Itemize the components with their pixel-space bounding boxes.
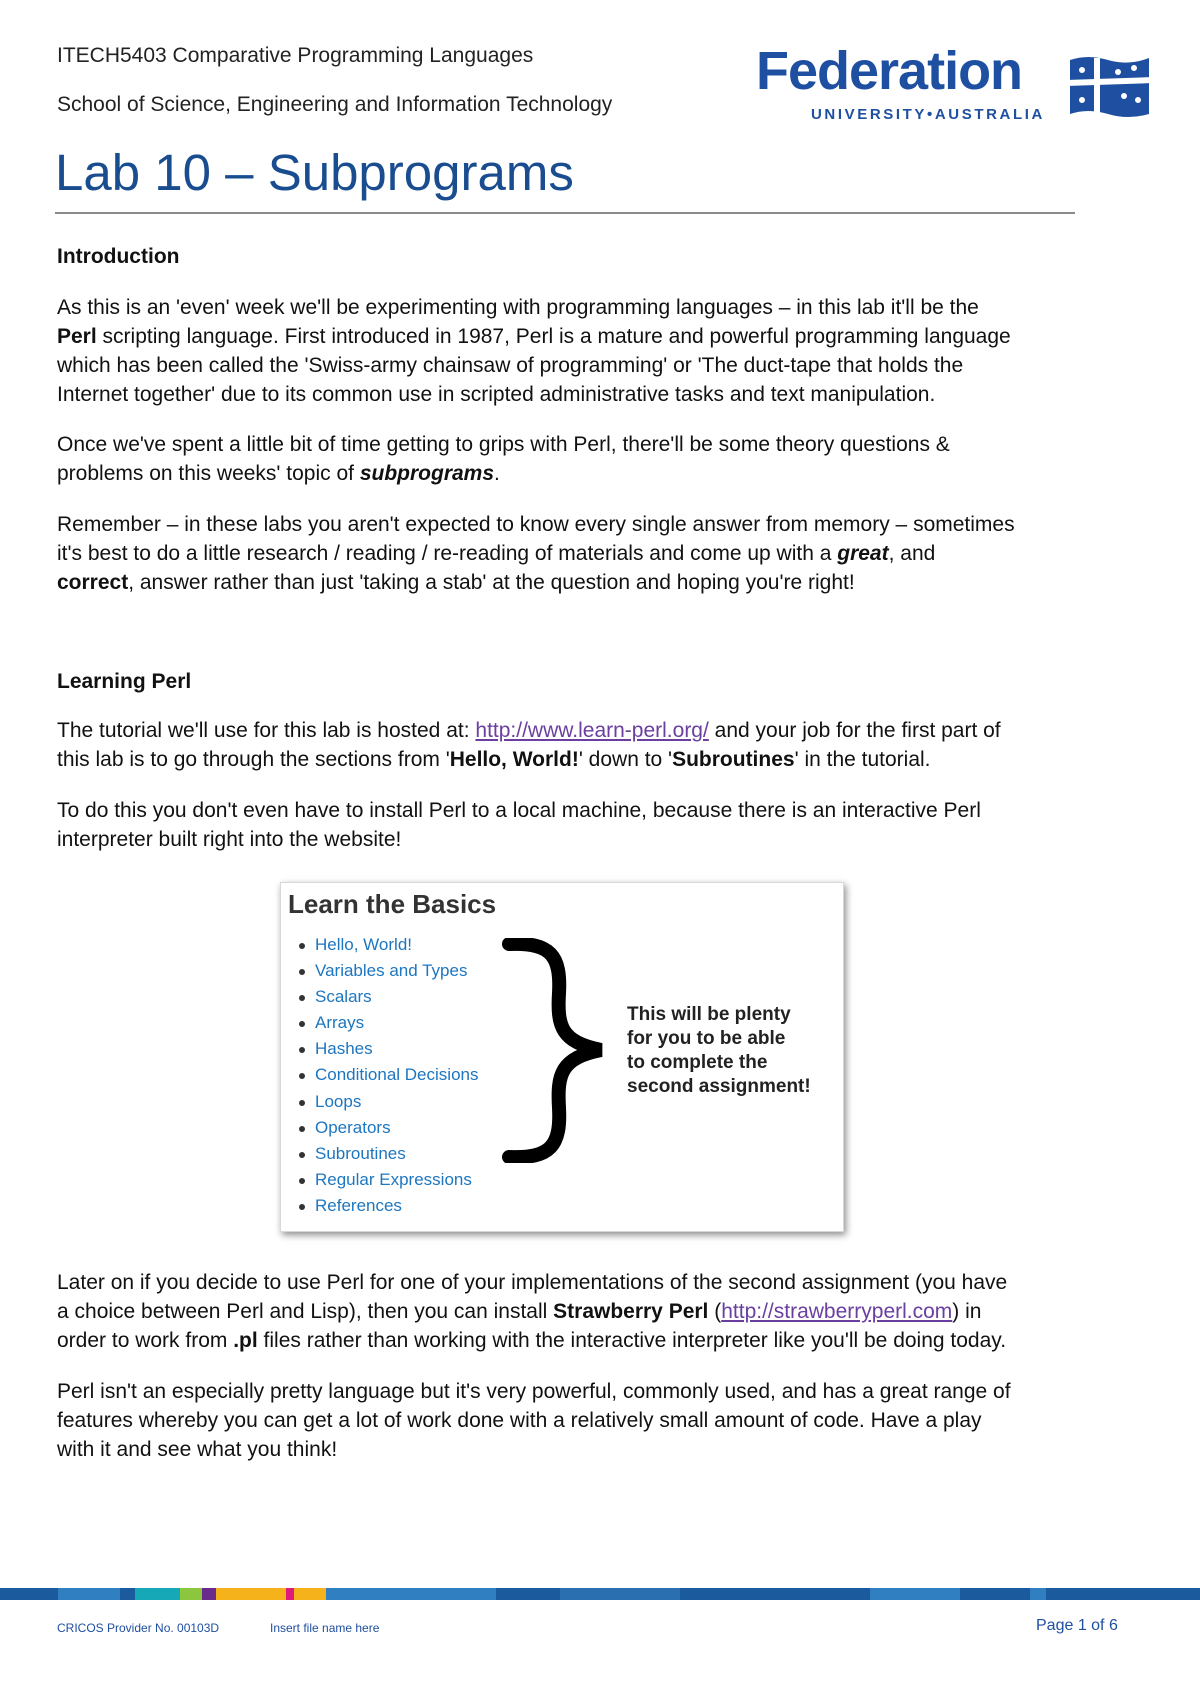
intro-paragraph-3 (57, 510, 1087, 597)
text-line: Once we've spent a little bit of time getting to grips with Perl, there'll be some theory questions & (57, 433, 950, 456)
text-line: Later on if you decide to use Perl for one of your implementations of the second assignment (you have (57, 1271, 1008, 1294)
topic-link[interactable]: Hashes (299, 1039, 478, 1065)
text-span: , answer rather than just 'taking a stab' at the question and hoping you're right! (128, 571, 855, 594)
bar-segment (294, 1588, 326, 1600)
text-span: it's best to do a little research / reading / re-reading of materials and come up with a (57, 542, 838, 565)
footer-color-bar (0, 1588, 1200, 1600)
note-line: to complete the (627, 1052, 768, 1073)
text-span: order to work from (57, 1329, 234, 1352)
later-paragraph-1 (57, 1268, 1087, 1355)
text-line: Internet together' due to its common use in scripted administrative tasks and text manipulation. (57, 383, 936, 406)
bar-segment (58, 1588, 120, 1600)
bold-text: Strawberry Perl (553, 1300, 709, 1323)
later-paragraph-2 (57, 1377, 1087, 1464)
text-span: ' in the tutorial. (794, 748, 931, 771)
note-line: second assignment! (627, 1076, 811, 1097)
introduction-heading: Introduction (57, 245, 180, 268)
federation-university-logo (756, 41, 1151, 126)
topic-link[interactable]: Hello, World! (299, 935, 478, 961)
bar-segment (870, 1588, 960, 1600)
logo-subtitle: UNIVERSITY•AUSTRALIA (811, 106, 1045, 123)
text-line: which has been called the 'Swiss-army chainsaw of programming' or 'The duct-tape that holds the (57, 354, 964, 377)
basics-topic-list (299, 935, 478, 1222)
topic-link[interactable]: Regular Expressions (299, 1170, 478, 1196)
text-line (57, 539, 1087, 568)
curly-brace-icon (501, 938, 611, 1163)
text-span: and your job for the first part of (708, 719, 1001, 742)
topic-link[interactable]: Loops (299, 1092, 478, 1118)
text-line: with it and see what you think! (57, 1438, 338, 1461)
text-span: ( (708, 1300, 722, 1323)
cricos-provider: CRICOS Provider No. 00103D (57, 1621, 220, 1635)
topic-link[interactable]: Arrays (299, 1013, 478, 1039)
note-line: for you to be able (627, 1028, 786, 1049)
page-number: Page 1 of 6 (1036, 1617, 1118, 1634)
text-line (57, 1326, 1087, 1355)
text-span: ) in (952, 1300, 982, 1323)
text-span: scripting language. First introduced in 1987, Perl is a mature and powerful programming language (96, 325, 1011, 348)
text-line (57, 1297, 1087, 1326)
text-line: As this is an 'even' week we'll be experimenting with programming languages – in this lab it'll be the (57, 296, 979, 319)
topic-link[interactable]: Conditional Decisions (299, 1065, 478, 1091)
figure-title: Learn the Basics (288, 889, 497, 919)
file-name-placeholder: Insert file name here (270, 1621, 380, 1635)
text-span: . (494, 462, 500, 485)
learning-perl-heading: Learning Perl (57, 670, 192, 693)
bold-text: Subroutines (672, 748, 795, 771)
text-line: features whereby you can get a lot of work done with a relatively small amount of code. Have a play (57, 1409, 982, 1432)
text-span: The tutorial we'll use for this lab is hosted at: (57, 719, 476, 742)
bar-segment (286, 1588, 294, 1600)
text-line: Remember – in these labs you aren't expected to know every single answer from memory – sometimes (57, 513, 1015, 536)
text-span: , and (888, 542, 936, 565)
topic-link[interactable]: Subroutines (299, 1144, 478, 1170)
topic-link[interactable]: Scalars (299, 987, 478, 1013)
bar-segment (135, 1588, 180, 1600)
school-name: School of Science, Engineering and Information Technology (57, 93, 613, 116)
text-line (57, 459, 1087, 488)
learning-paragraph-2 (57, 796, 1087, 854)
text-line (57, 568, 1087, 597)
topic-link[interactable]: Operators (299, 1118, 478, 1144)
text-span: a choice between Perl and Lisp), then you can install (57, 1300, 554, 1323)
flag-emblem-icon (1068, 52, 1151, 120)
text-span: this lab is to go through the sections from ' (57, 748, 450, 771)
text-span: problems on this weeks' topic of (57, 462, 360, 485)
bold-text: correct (57, 571, 129, 594)
note-line: This will be plenty (627, 1004, 791, 1025)
text-line (57, 716, 1087, 745)
text-span: files rather than working with the interactive interpreter like you'll be doing today. (257, 1329, 1007, 1352)
topic-link[interactable]: References (299, 1196, 478, 1222)
bold-text: .pl (233, 1329, 258, 1352)
course-title: ITECH5403 Comparative Programming Languages (57, 44, 534, 67)
emphasis-text: subprograms (359, 462, 495, 485)
text-span: ' down to ' (578, 748, 673, 771)
page-title: Lab 10 – Subprograms (55, 144, 574, 201)
text-line (57, 322, 1087, 351)
bar-segment (1030, 1588, 1046, 1600)
learning-paragraph-1 (57, 716, 1087, 774)
learn-perl-link[interactable]: http://www.learn-perl.org/ (475, 719, 709, 742)
logo-wordmark: Federation (756, 41, 1023, 101)
bold-text: Hello, World! (449, 748, 579, 771)
emphasis-text: great (837, 542, 889, 565)
intro-paragraph-1 (57, 293, 1087, 409)
text-line: Perl isn't an especially pretty language but it's very powerful, commonly used, and has a great range of (57, 1380, 1011, 1403)
learn-the-basics-figure (280, 882, 844, 1232)
text-line: To do this you don't even have to install Perl to a local machine, because there is an interactive Perl (57, 799, 981, 822)
bar-segment (326, 1588, 496, 1600)
bar-segment (216, 1588, 286, 1600)
bold-text: Perl (57, 325, 97, 348)
text-line: interpreter built right into the website! (57, 828, 402, 851)
title-divider (55, 212, 1075, 214)
bar-segment (560, 1588, 680, 1600)
text-line (57, 745, 1087, 774)
bar-segment (202, 1588, 216, 1600)
figure-note (627, 1003, 837, 1099)
intro-paragraph-2 (57, 430, 1087, 488)
bar-segment (180, 1588, 202, 1600)
strawberry-perl-link[interactable]: http://strawberryperl.com (721, 1300, 953, 1323)
topic-link[interactable]: Variables and Types (299, 961, 478, 987)
